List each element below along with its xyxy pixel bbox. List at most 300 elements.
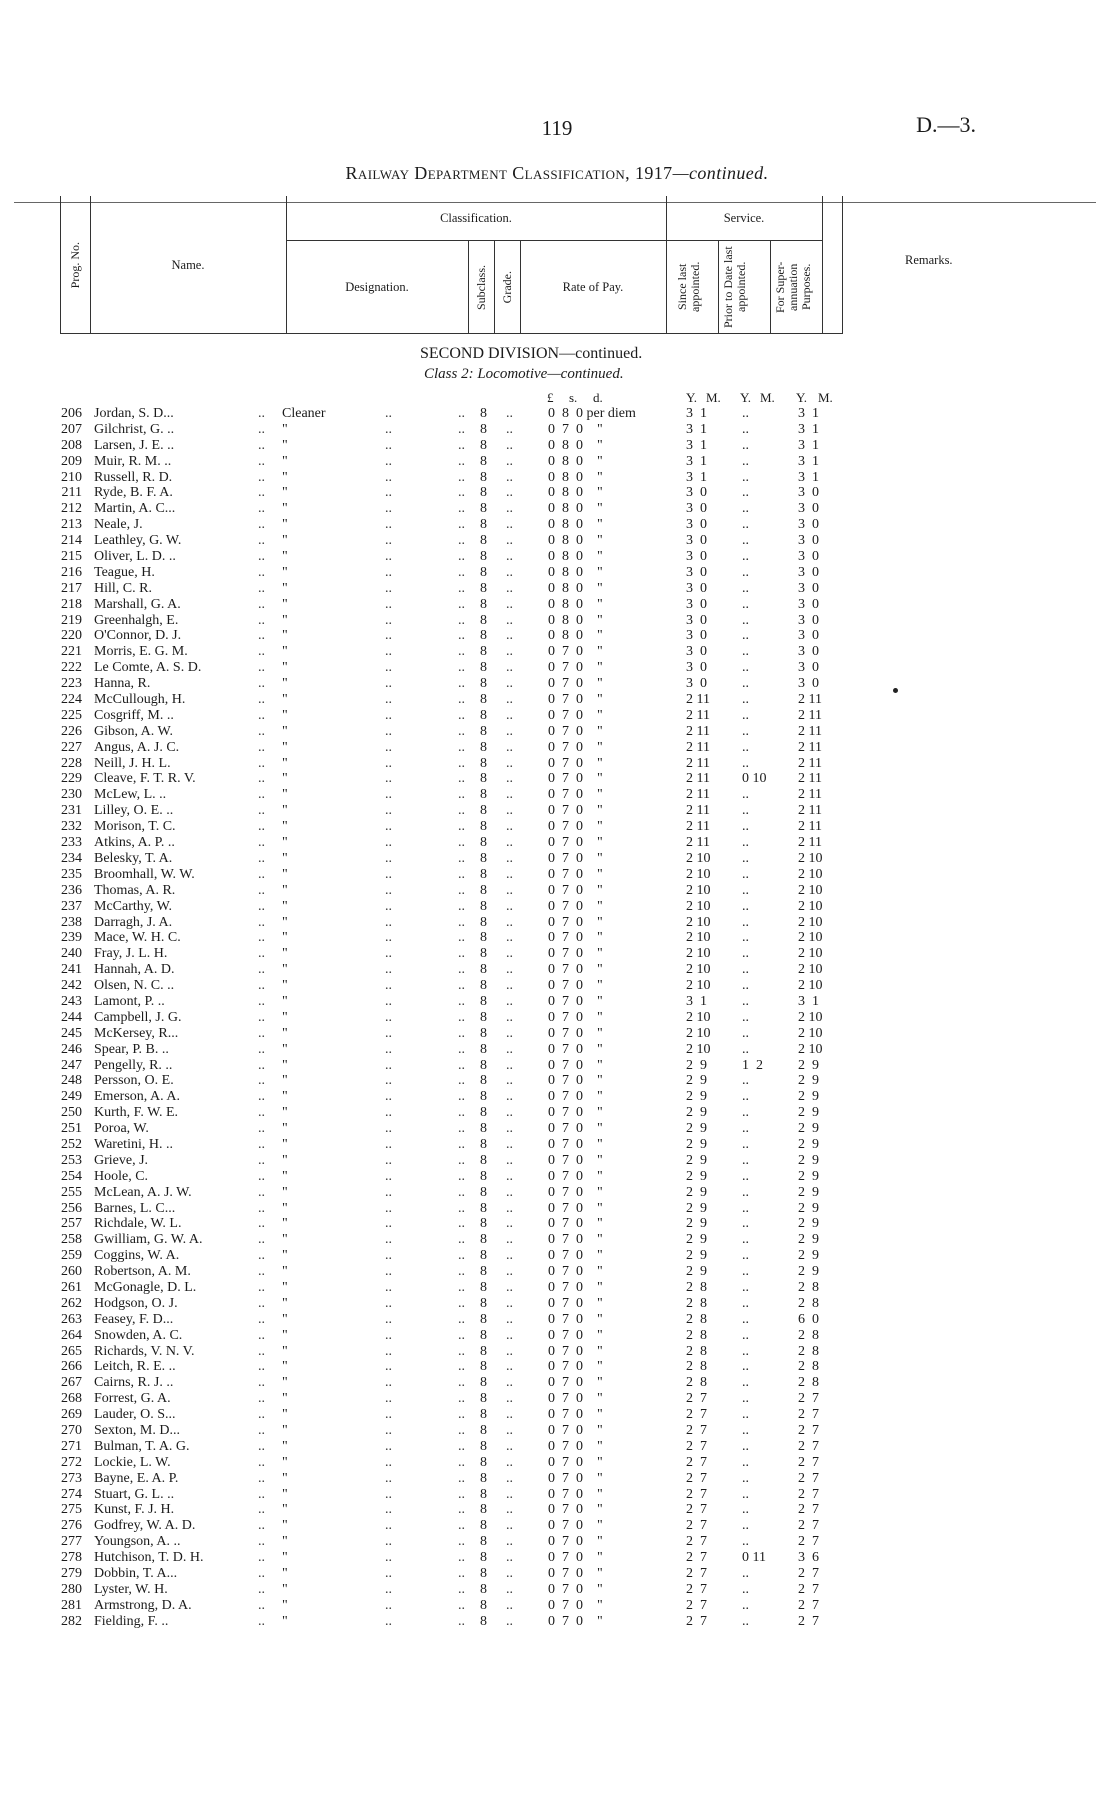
service-prior: .. [742,612,749,628]
leader-dots: .. [458,803,465,819]
service-prior: .. [742,755,749,771]
service-prior: .. [742,628,749,644]
leader-dots: .. [258,676,265,692]
table-row [0,771,1114,787]
prog-no: 211 [61,485,82,501]
service-since-last: 2 7 [686,1534,707,1550]
service-since-last: 2 7 [686,1566,707,1582]
designation: " [282,993,288,1009]
leader-dots: .. [258,564,265,580]
leader-dots: .. [258,533,265,549]
designation: " [282,1534,288,1550]
employee-name: Cairns, R. J. .. [94,1375,174,1391]
leader-dots: .. [385,946,392,962]
service-since-last: 2 10 [686,1025,711,1041]
service-prior: .. [742,1581,749,1597]
leader-dots: .. [385,660,392,676]
header-prior-to-label: Prior to Date last appointed. [721,246,748,328]
leader-dots: .. [506,596,513,612]
subclass: 8 [480,1375,487,1391]
employee-name: Feasey, F. D... [94,1311,174,1327]
leader-dots: .. [458,1311,465,1327]
leader-dots: .. [458,533,465,549]
leader-dots: .. [385,1089,392,1105]
leader-dots: .. [258,437,265,453]
leader-dots: .. [258,819,265,835]
rate-of-pay: 0 7 0 " [548,1502,603,1518]
leader-dots: .. [258,1089,265,1105]
service-superannuation: 3 0 [798,596,819,612]
leader-dots: .. [506,533,513,549]
employee-name: Morison, T. C. [94,819,176,835]
rate-of-pay: 0 7 0 " [548,1518,603,1534]
service-since-last: 2 7 [686,1581,707,1597]
service-superannuation: 3 1 [798,469,819,485]
leader-dots: .. [506,755,513,771]
leader-dots: .. [385,1597,392,1613]
leader-dots: .. [458,1375,465,1391]
service-superannuation: 2 10 [798,898,823,914]
service-prior: .. [742,1073,749,1089]
prog-no: 219 [61,612,82,628]
leader-dots: .. [506,1454,513,1470]
leader-dots: .. [458,882,465,898]
leader-dots: .. [385,1423,392,1438]
rate-of-pay: 0 7 0 " [548,1613,603,1629]
leader-dots: .. [458,1200,465,1216]
leader-dots: .. [385,1343,392,1359]
table-row [0,835,1114,851]
service-superannuation: 2 9 [798,1264,819,1280]
table-row [0,915,1114,931]
service-since-last: 2 9 [686,1073,707,1089]
service-superannuation: 2 7 [798,1502,819,1518]
service-prior: .. [742,564,749,580]
designation: " [282,676,288,692]
rate-of-pay: 0 7 0 " [548,1232,603,1248]
employee-name: Poroa, W. [94,1121,149,1137]
service-prior: .. [742,533,749,549]
employee-name: Lauder, O. S... [94,1407,176,1423]
leader-dots: .. [385,1295,392,1311]
service-since-last: 2 8 [686,1295,707,1311]
service-prior: .. [742,914,749,930]
leader-dots: .. [258,1407,265,1423]
table-row [0,1375,1114,1391]
service-superannuation: 3 0 [798,644,819,660]
employee-name: Angus, A. J. C. [94,739,180,755]
prog-no: 206 [61,406,82,421]
rate-of-pay: 0 8 0 " [548,469,603,485]
leader-dots: .. [385,1200,392,1216]
table-row [0,1296,1114,1312]
designation: " [282,1518,288,1534]
rate-of-pay: 0 7 0 " [548,1375,603,1391]
subclass: 8 [480,1184,487,1200]
table-row [0,1010,1114,1026]
leader-dots: .. [458,819,465,835]
leader-dots: .. [385,787,392,803]
service-superannuation: 2 9 [798,1121,819,1137]
subclass: 8 [480,1311,487,1327]
service-superannuation: 3 0 [798,533,819,549]
service-superannuation: 2 9 [798,1057,819,1073]
employee-name: Oliver, L. D. .. [94,549,176,565]
leader-dots: .. [506,739,513,755]
leader-dots: .. [385,1009,392,1025]
leader-dots: .. [258,485,265,501]
header-prog-no-label: Prog. No. [67,241,82,289]
leader-dots: .. [258,1597,265,1613]
employee-name: McLean, A. J. W. [94,1184,192,1200]
rate-of-pay: 0 7 0 " [548,692,603,708]
service-superannuation: 2 9 [798,1136,819,1152]
service-since-last: 2 7 [686,1550,707,1566]
rate-of-pay: 0 7 0 " [548,1550,603,1566]
service-superannuation: 2 9 [798,1184,819,1200]
leader-dots: .. [385,1391,392,1407]
leader-dots: .. [258,1311,265,1327]
designation: " [282,1454,288,1470]
service-superannuation: 2 10 [798,914,823,930]
service-prior: 0 11 [742,1550,766,1566]
service-prior: .. [742,485,749,501]
service-superannuation: 2 11 [798,819,822,835]
service-since-last: 2 10 [686,898,711,914]
subclass: 8 [480,453,487,469]
table-row [0,946,1114,962]
designation: " [282,1438,288,1454]
leader-dots: .. [258,1121,265,1137]
service-superannuation: 3 0 [798,564,819,580]
leader-dots: .. [258,898,265,914]
table-row [0,1344,1114,1360]
table-row [0,1502,1114,1518]
service-since-last: 2 10 [686,978,711,994]
subclass: 8 [480,1597,487,1613]
leader-dots: .. [506,707,513,723]
service-superannuation: 2 10 [798,962,823,978]
prog-no: 248 [61,1073,82,1089]
prog-no: 261 [61,1279,82,1295]
subclass: 8 [480,1327,487,1343]
leader-dots: .. [506,549,513,565]
subclass: 8 [480,660,487,676]
service-prior: .. [742,1597,749,1613]
leader-dots: .. [385,1232,392,1248]
prog-no: 265 [61,1343,82,1359]
employee-name: Snowden, A. C. [94,1327,183,1343]
leader-dots: .. [458,421,465,437]
leader-dots: .. [458,930,465,946]
header-designation: Designation. [345,279,409,294]
service-since-last: 2 9 [686,1248,707,1264]
header-service: Service. [723,210,765,225]
leader-dots: .. [258,517,265,533]
table-row [0,485,1114,501]
table-row [0,803,1114,819]
designation: " [282,930,288,946]
prog-no: 237 [61,898,82,914]
leader-dots: .. [506,1279,513,1295]
rate-of-pay: 0 7 0 " [548,1597,603,1613]
designation: " [282,517,288,533]
leader-dots: .. [458,517,465,533]
service-since-last: 2 7 [686,1518,707,1534]
prog-no: 234 [61,850,82,866]
leader-dots: .. [506,1105,513,1121]
leader-dots: .. [506,421,513,437]
prog-no: 277 [61,1534,82,1550]
leader-dots: .. [458,580,465,596]
leader-dots: .. [506,469,513,485]
leader-dots: .. [258,1581,265,1597]
subclass: 8 [480,803,487,819]
subclass: 8 [480,707,487,723]
service-since-last: 2 9 [686,1057,707,1073]
rate-of-pay: 0 7 0 " [548,962,603,978]
leader-dots: .. [458,993,465,1009]
table-row [0,565,1114,581]
service-since-last: 2 11 [686,692,710,708]
designation: " [282,1136,288,1152]
table-row [0,533,1114,549]
leader-dots: .. [258,421,265,437]
prog-no: 249 [61,1089,82,1105]
designation: " [282,1581,288,1597]
designation: " [282,564,288,580]
service-superannuation: 3 0 [798,485,819,501]
service-since-last: 3 0 [686,596,707,612]
leader-dots: .. [385,755,392,771]
leader-dots: .. [506,787,513,803]
service-prior: .. [742,1184,749,1200]
leader-dots: .. [258,978,265,994]
rate-of-pay: 0 8 0 " [548,533,603,549]
employee-name: Darragh, J. A. [94,914,173,930]
employee-name: Gibson, A. W. [94,723,173,739]
table-row [0,549,1114,565]
leader-dots: .. [385,549,392,565]
table-row [0,1598,1114,1614]
service-since-last: 2 8 [686,1375,707,1391]
subclass: 8 [480,1264,487,1280]
leader-dots: .. [385,1136,392,1152]
subclass: 8 [480,739,487,755]
leader-dots: .. [458,1025,465,1041]
rate-of-pay: 0 7 0 " [548,723,603,739]
service-prior: .. [742,1343,749,1359]
employee-name: Neale, J. [94,517,143,533]
leader-dots: .. [458,1327,465,1343]
designation: " [282,1089,288,1105]
leader-dots: .. [258,1343,265,1359]
service-since-last: 2 9 [686,1168,707,1184]
subclass: 8 [480,1391,487,1407]
leader-dots: .. [385,406,392,421]
rate-of-pay: 0 7 0 " [548,1009,603,1025]
table-row [0,708,1114,724]
designation: " [282,739,288,755]
leader-dots: .. [258,1184,265,1200]
prog-no: 241 [61,962,82,978]
employee-name: O'Connor, D. J. [94,628,182,644]
service-prior: .. [742,1391,749,1407]
designation: " [282,1279,288,1295]
designation: " [282,692,288,708]
rate-of-pay: 0 7 0 " [548,1423,603,1438]
sheet-reference: D.—3. [916,112,976,137]
subclass: 8 [480,914,487,930]
rate-of-pay: 0 7 0 " [548,1152,603,1168]
leader-dots: .. [458,739,465,755]
leader-dots: .. [506,723,513,739]
service-since-last: 2 11 [686,787,710,803]
service-prior: .. [742,946,749,962]
leader-dots: .. [506,692,513,708]
leader-dots: .. [506,1073,513,1089]
table-row [0,581,1114,597]
leader-dots: .. [258,1534,265,1550]
designation: " [282,946,288,962]
leader-dots: .. [385,1375,392,1391]
rate-of-pay: 0 7 0 " [548,882,603,898]
prog-no: 258 [61,1232,82,1248]
service-since-last: 2 10 [686,1009,711,1025]
leader-dots: .. [258,739,265,755]
service-superannuation: 3 1 [798,406,819,421]
leader-dots: .. [458,1359,465,1375]
service-superannuation: 2 9 [798,1168,819,1184]
service-since-last: 2 11 [686,723,710,739]
leader-dots: .. [258,1327,265,1343]
table-row [0,1534,1114,1550]
subclass: 8 [480,612,487,628]
designation: " [282,1470,288,1486]
service-prior: .. [742,437,749,453]
leader-dots: .. [506,1089,513,1105]
subclass: 8 [480,1232,487,1248]
prog-no: 223 [61,676,82,692]
table-row [0,628,1114,644]
designation: " [282,612,288,628]
employee-name: Hodgson, O. J. [94,1295,178,1311]
employee-name: Kunst, F. J. H. [94,1502,175,1518]
leader-dots: .. [458,1279,465,1295]
prog-no: 236 [61,882,82,898]
designation: " [282,1597,288,1613]
leader-dots: .. [385,580,392,596]
table-row [0,1073,1114,1089]
subclass: 8 [480,1470,487,1486]
leader-dots: .. [258,866,265,882]
leader-dots: .. [506,1327,513,1343]
leader-dots: .. [258,1518,265,1534]
prog-no: 229 [61,771,82,787]
leader-dots: .. [458,1581,465,1597]
service-superannuation: 3 0 [798,501,819,517]
employee-name: Lilley, O. E. .. [94,803,174,819]
table-row [0,613,1114,629]
subclass: 8 [480,1057,487,1073]
designation: " [282,1359,288,1375]
rate-of-pay: 0 7 0 " [548,850,603,866]
subclass: 8 [480,580,487,596]
leader-dots: .. [458,1613,465,1629]
table-row [0,1042,1114,1058]
service-prior: .. [742,1152,749,1168]
leader-dots: .. [506,978,513,994]
leader-dots: .. [506,437,513,453]
service-superannuation: 2 11 [798,803,822,819]
service-since-last: 3 0 [686,644,707,660]
leader-dots: .. [258,1550,265,1566]
prog-no: 226 [61,723,82,739]
service-since-last: 3 0 [686,660,707,676]
leader-dots: .. [385,1152,392,1168]
leader-dots: .. [258,1057,265,1073]
employee-name: Persson, O. E. [94,1073,174,1089]
employee-name: Armstrong, D. A. [94,1597,192,1613]
leader-dots: .. [258,1486,265,1502]
service-superannuation: 2 11 [798,723,822,739]
rate-of-pay: 0 7 0 " [548,1407,603,1423]
prog-no: 252 [61,1136,82,1152]
prog-no: 221 [61,644,82,660]
table-row [0,1201,1114,1217]
designation: " [282,755,288,771]
subclass: 8 [480,1534,487,1550]
service-superannuation: 2 7 [798,1613,819,1629]
leader-dots: .. [385,421,392,437]
subclass: 8 [480,866,487,882]
table-row [0,1614,1114,1630]
employee-name: Campbell, J. G. [94,1009,182,1025]
class-heading-text: Class 2: Locomotive—continued. [424,366,624,382]
designation: " [282,1343,288,1359]
service-prior: .. [742,1502,749,1518]
service-since-last: 2 10 [686,882,711,898]
leader-dots: .. [458,1152,465,1168]
leader-dots: .. [385,469,392,485]
service-since-last: 3 0 [686,549,707,565]
table-row [0,1026,1114,1042]
table-row [0,1582,1114,1598]
designation: " [282,1105,288,1121]
leader-dots: .. [458,453,465,469]
service-since-last: 2 10 [686,962,711,978]
leader-dots: .. [458,755,465,771]
table-row [0,883,1114,899]
header-remarks: Remarks. [905,253,953,267]
subclass: 8 [480,819,487,835]
prog-no: 254 [61,1168,82,1184]
rate-of-pay: 0 7 0 " [548,898,603,914]
leader-dots: .. [385,644,392,660]
subclass: 8 [480,1216,487,1232]
employee-name: Youngson, A. .. [94,1534,181,1550]
rate-of-pay: 0 8 0 " [548,501,603,517]
unit-years-since: Y. [686,390,697,405]
employee-name: Pengelly, R. .. [94,1057,173,1073]
table-row [0,1312,1114,1328]
subclass: 8 [480,406,487,421]
table-row [0,1185,1114,1201]
subclass: 8 [480,1295,487,1311]
table-row [0,1105,1114,1121]
employee-name: Neill, J. H. L. [94,755,171,771]
leader-dots: .. [385,1073,392,1089]
